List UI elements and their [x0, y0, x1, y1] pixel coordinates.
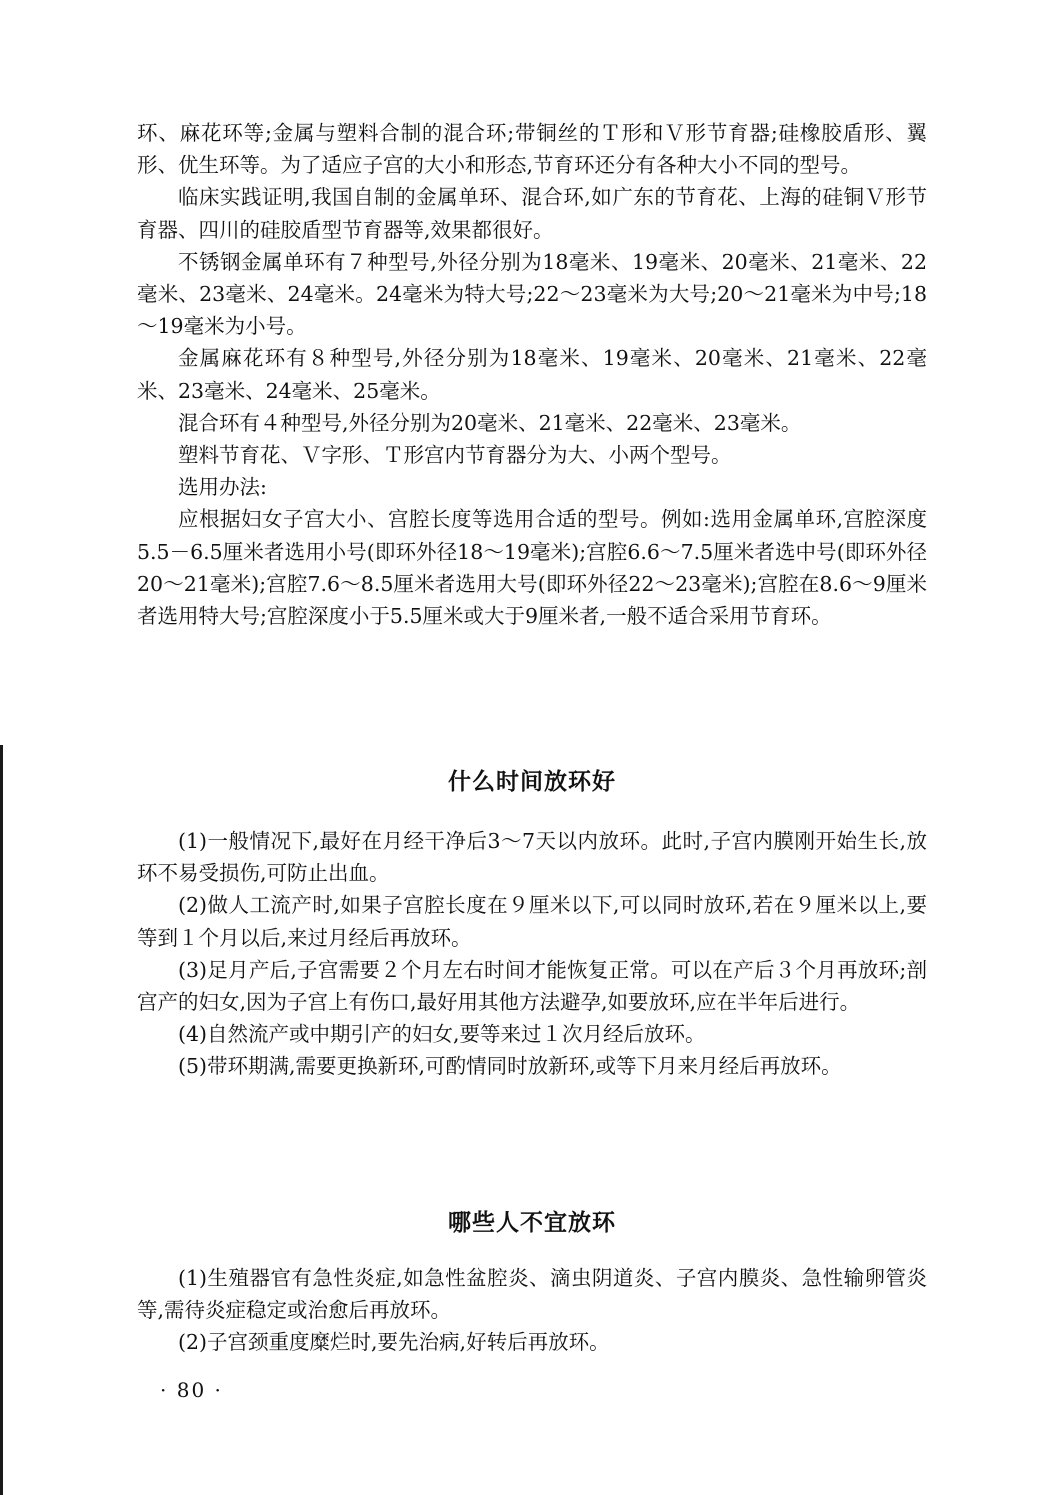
paragraph-selection-method-label: 选用办法:	[178, 475, 267, 500]
paragraph-plastic-device-sizes: 塑料节育花、Ｖ字形、Ｔ形宫内节育器分为大、小两个型号。	[178, 443, 732, 468]
section-heading-who-should-not: 哪些人不宜放环	[448, 1210, 616, 1236]
list-item: (2)做人工流产时,如果子宫腔长度在９厘米以下,可以同时放环,若在９厘米以上,要等到１个月以后,来过月经后再放环。	[137, 893, 927, 950]
paragraph-mixed-ring-sizes: 混合环有４种型号,外径分别为20毫米、21毫米、22毫米、23毫米。	[178, 410, 802, 435]
paragraph-stainless-ring-sizes: 不锈钢金属单环有７种型号,外径分别为18毫米、19毫米、20毫米、21毫米、22毫米、23毫米、24毫米。24毫米为特大号;22～23毫米为大号;20～21毫米为中号;18～19毫米为小号。	[137, 249, 927, 339]
section-when-to-insert-body	[137, 825, 927, 1083]
scan-edge-line	[0, 745, 3, 1495]
list-item: (1)一般情况下,最好在月经干净后3～7天以内放环。此时,子宫内膜刚开始生长,放环不易受损伤,可防止出血。	[137, 829, 927, 886]
list-item: (4)自然流产或中期引产的妇女,要等来过１次月经后放环。	[178, 1022, 706, 1047]
list-item: (3)足月产后,子宫需要２个月左右时间才能恢复正常。可以在产后３个月再放环;剖宫产的妇女,因为子宫上有伤口,最好用其他方法避孕,如要放环,应在半年后进行。	[137, 957, 927, 1015]
section-heading-when-to-insert: 什么时间放环好	[448, 769, 616, 795]
page-number: · 80 ·	[160, 1378, 223, 1402]
list-item: (1)生殖器官有急性炎症,如急性盆腔炎、滴虫阴道炎、子宫内膜炎、急性输卵管炎等,需待炎症稳定或治愈后再放环。	[137, 1266, 927, 1323]
paragraph-clinical-practice: 临床实践证明,我国自制的金属单环、混合环,如广东的节育花、上海的硅铜Ｖ形节育器、四川的硅胶盾型节育器等,效果都很好。	[137, 185, 927, 242]
section-intro-body	[137, 117, 927, 632]
paragraph-twisted-ring-sizes: 金属麻花环有８种型号,外径分别为18毫米、19毫米、20毫米、21毫米、22毫米、23毫米、24毫米、25毫米。	[137, 346, 927, 403]
list-item: (5)带环期满,需要更换新环,可酌情同时放新环,或等下月来月经后再放环。	[178, 1054, 842, 1079]
list-item: (2)子宫颈重度糜烂时,要先治病,好转后再放环。	[178, 1330, 610, 1355]
section-who-should-not-body	[137, 1262, 927, 1359]
paragraph-selection-method: 应根据妇女子宫大小、宫腔长度等选用合适的型号。例如:选用金属单环,宫腔深度5.5－6.5厘米者选用小号(即环外径18～19毫米);宫腔6.6～7.5厘米者选中号(即环外径20～21毫米);宫腔7.6～8.5厘米者选用大号(即环外径22～23毫米);宫腔在8.6～9厘米者选用特大号;宫腔深度小于5.5厘米或大于9厘米者,一般不适合采用节育环。	[137, 507, 927, 629]
paragraph-iud-types-continued: 环、麻花环等;金属与塑料合制的混合环;带铜丝的Ｔ形和Ｖ形节育器;硅橡胶盾形、翼形、优生环等。为了适应子宫的大小和形态,节育环还分有各种大小不同的型号。	[137, 121, 927, 178]
